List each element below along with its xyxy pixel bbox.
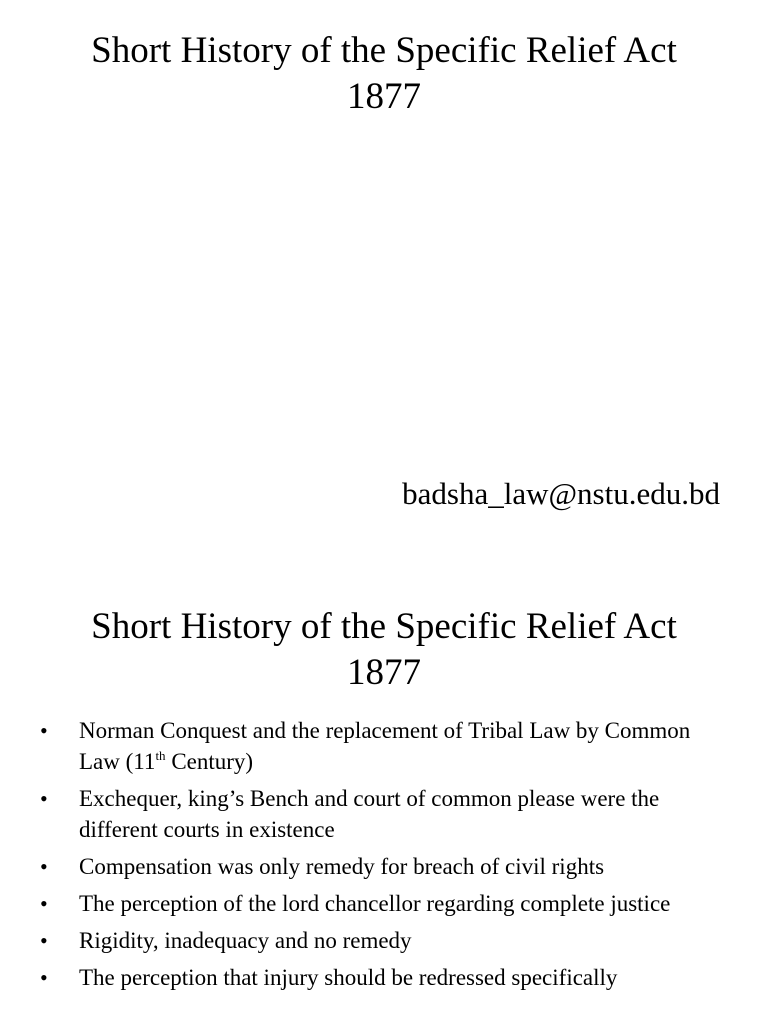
bullet-item [40,715,720,777]
title-line-1: Short History of the Specific Relief Act [91,606,677,647]
slide-title [0,28,768,120]
bullet-icon: • [40,854,48,879]
title-line-2: 1877 [347,76,421,117]
bullet-icon: • [40,928,48,953]
bullet-list [40,715,720,999]
bullet-icon: • [40,786,48,811]
bullet-text: Compensation was only remedy for breach of civil rights [79,854,605,879]
bullet-item [40,783,720,845]
title-line-2: 1877 [347,652,421,693]
author-email: badsha_law@nstu.edu.bd [402,476,720,511]
bullet-icon: • [40,891,48,916]
slide-history [0,576,768,1024]
bullet-item [40,888,720,919]
title-line-1: Short History of the Specific Relief Act [91,30,677,71]
bullet-superscript: th [155,748,166,763]
bullet-item [40,925,720,956]
bullet-text: The perception of the lord chancellor regarding complete justice [79,891,671,916]
bullet-text: The perception that injury should be redressed specifically [79,965,618,990]
bullet-text-end: Century) [165,749,254,774]
bullet-text: Exchequer, king’s Bench and court of common please were the different courts in existence [79,786,660,842]
bullet-item [40,962,720,993]
slide-title [0,604,768,696]
bullet-text: Norman Conquest and the replacement of Tribal Law by Common Law (11 [79,718,691,774]
bullet-item [40,851,720,882]
bullet-icon: • [40,965,48,990]
bullet-icon: • [40,718,48,743]
bullet-text: Rigidity, inadequacy and no remedy [79,928,412,953]
